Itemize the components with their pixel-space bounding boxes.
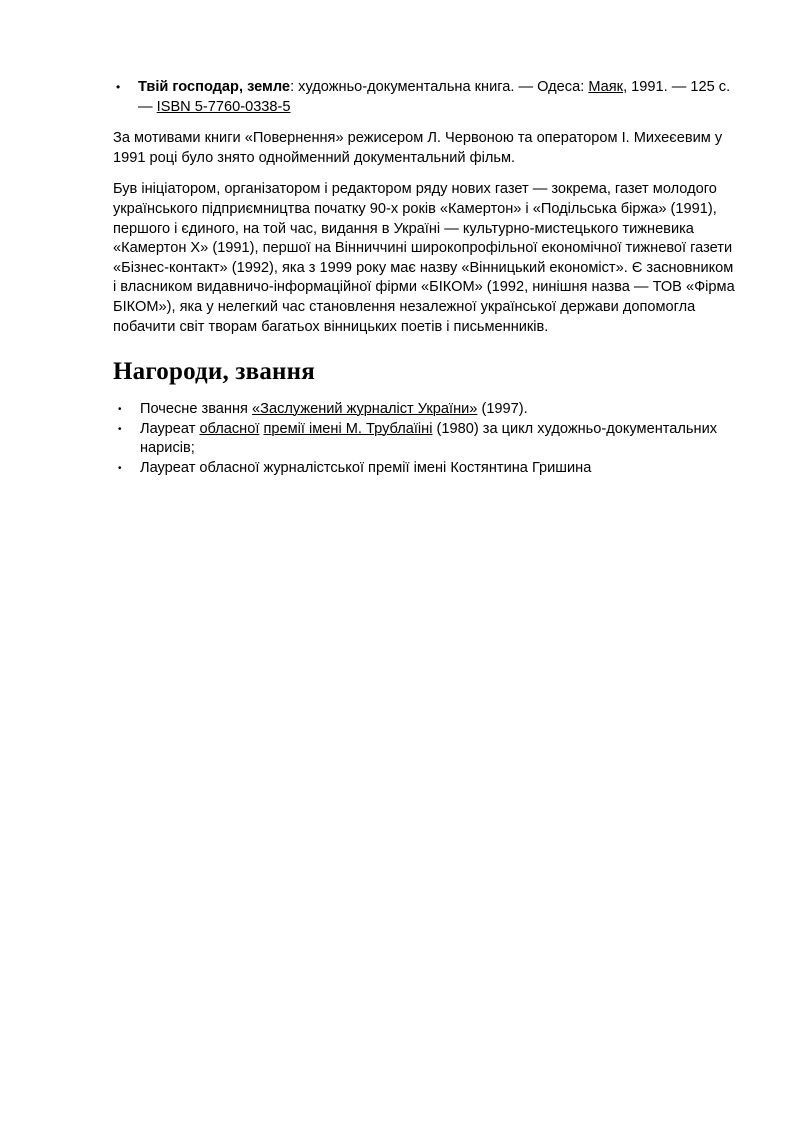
- paragraph-film: За мотивами книги «Повернення» режисером Л. Червоною та оператором І. Михеєевим у 1991 році було знято однойменний документальний фільм.: [113, 130, 723, 166]
- bullet-icon: •: [116, 80, 121, 94]
- award-link-primary[interactable]: обласної: [199, 420, 260, 437]
- award-link-primary[interactable]: «Заслужений журналіст України»: [252, 401, 478, 418]
- award-prefix: Лауреат: [140, 420, 200, 437]
- awards-list: [113, 400, 740, 478]
- list-item: [113, 420, 740, 459]
- page-title: Нагороди, звання: [113, 358, 315, 386]
- document-content: [113, 78, 740, 491]
- book-imprint-text: : художньо-документальна книга. — Одеса:: [290, 79, 589, 95]
- list-item: [113, 78, 740, 117]
- bullet-icon: •: [118, 423, 122, 435]
- bullet-icon: •: [118, 404, 122, 416]
- award-suffix: (1980) за цикл художньо-документальних нарисів;: [140, 420, 718, 457]
- publisher-link[interactable]: Маяк: [588, 79, 624, 95]
- award-middle: (1997).: [477, 401, 528, 418]
- list-item: [113, 459, 740, 479]
- book-title: Твій господар, земле: [138, 79, 291, 95]
- list-item: [113, 400, 740, 420]
- award-prefix: Лауреат обласної журналістської премії імені Костянтина Гришина: [140, 459, 592, 476]
- award-prefix: Почесне звання: [140, 401, 253, 418]
- bullet-icon: •: [118, 462, 122, 474]
- isbn-link[interactable]: ISBN 5-7760-0338-5: [156, 98, 291, 115]
- award-link-secondary[interactable]: премії імені М. Трублаїіні: [263, 420, 433, 437]
- paragraph-newspapers: Був ініціатором, організатором і редактором ряду нових газет — зокрема, газет молодого українського підприємництва початку 90-х років «Камертон» і «Подільська біржа» (1991), першого і єдиного, на той час, видання в Україні — культурно-мистецького тижневика «Камертон Х» (1991), першої на Вінниччині широкопрофільної економічної тижневої газети «Бізнес-контакт» (1992), яка з 1999 року має назву «Вінницький економіст». Є засновником і власником видавничо-інформаційної фірми «БІКОМ» (1992, нинішня назва — ТОВ «Фірма БІКОМ»), яка у нелегкий час становлення незалежної української держави допомогла побачити світ творам багатьох вінницьких поетів і письменників.: [113, 181, 735, 335]
- bibliography-list: [113, 78, 740, 117]
- book-pages-text: , 1991. — 125 с. —: [138, 79, 731, 115]
